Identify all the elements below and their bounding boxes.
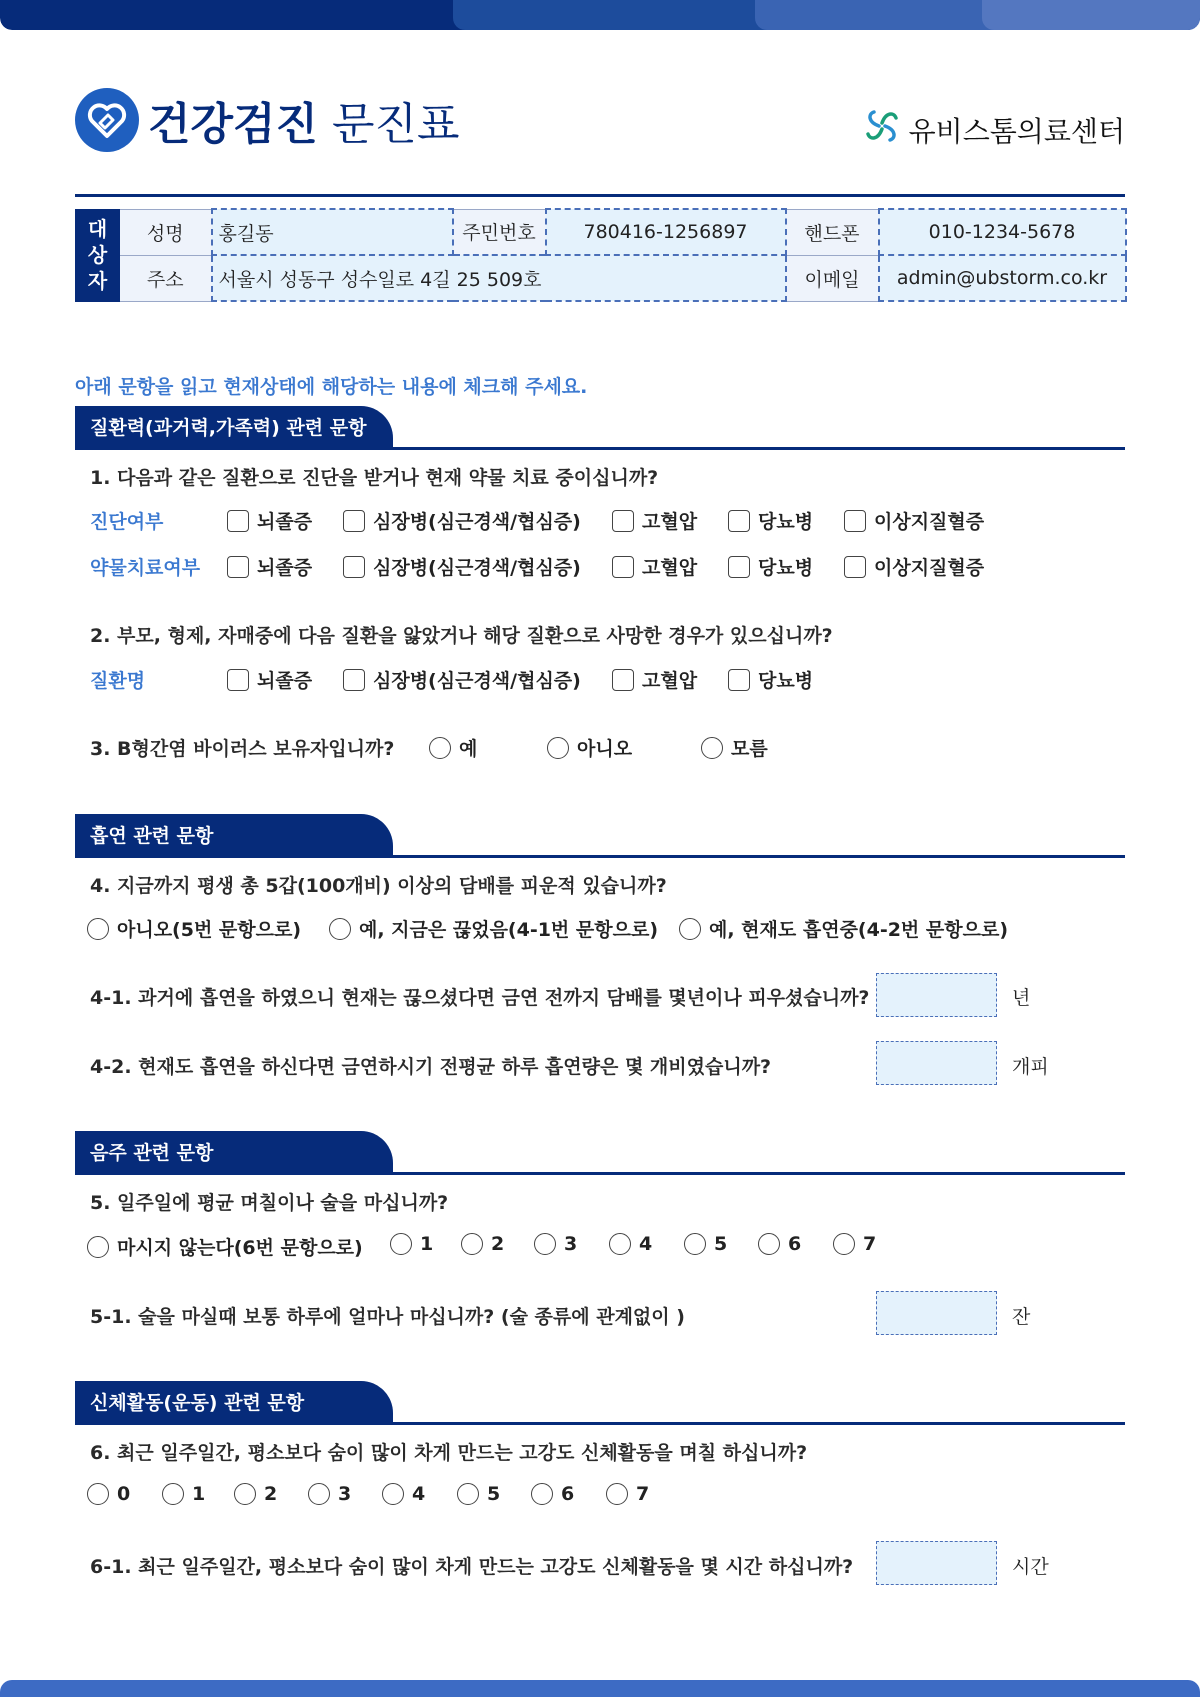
unit-hours: 시간 bbox=[1012, 1556, 1049, 1578]
checkbox-diag-stroke[interactable] bbox=[227, 507, 312, 534]
option-label: 심장병(심근경색/협심증) bbox=[373, 670, 581, 692]
option-label: 4 bbox=[412, 1483, 426, 1505]
checkbox-icon bbox=[728, 556, 750, 578]
email-field[interactable]: admin@ubstorm.co.kr bbox=[879, 255, 1126, 301]
checkbox-icon bbox=[343, 556, 365, 578]
section-line bbox=[75, 1172, 1125, 1175]
option-label: 1 bbox=[192, 1483, 206, 1505]
side-label-2: 상 bbox=[87, 243, 108, 267]
radio-icon bbox=[461, 1233, 483, 1255]
checkbox-icon bbox=[227, 556, 249, 578]
name-label: 성명 bbox=[120, 209, 212, 255]
option-label: 이상지질혈증 bbox=[874, 511, 985, 533]
checkbox-diag-dyslipidemia[interactable] bbox=[844, 507, 984, 534]
radio-icon bbox=[758, 1233, 780, 1255]
checkbox-med-diabetes[interactable] bbox=[728, 553, 813, 580]
option-label: 2 bbox=[491, 1233, 505, 1255]
checkbox-icon bbox=[343, 510, 365, 532]
rrn-label: 주민번호 bbox=[453, 209, 546, 255]
address-label: 주소 bbox=[120, 255, 212, 301]
unit-years: 년 bbox=[1012, 987, 1031, 1009]
radio-icon bbox=[679, 918, 701, 940]
question-2: 2. 부모, 형제, 자매중에 다음 질환을 앓았거나 해당 질환으로 사망한 경우가 있으십니까? bbox=[90, 625, 833, 647]
question-3: 3. B형간염 바이러스 보유자입니까? bbox=[90, 738, 395, 760]
radio-icon bbox=[382, 1483, 404, 1505]
section-title: 신체활동(운동) 관련 문항 bbox=[75, 1381, 393, 1425]
checkbox-fam-diabetes[interactable] bbox=[728, 666, 813, 693]
target-side-label bbox=[76, 209, 120, 301]
radio-exercise-0[interactable] bbox=[87, 1483, 130, 1505]
checkbox-icon bbox=[227, 510, 249, 532]
checkbox-fam-heart[interactable] bbox=[343, 666, 581, 693]
option-label: 예, 지금은 끊었음(4-1번 문항으로) bbox=[359, 919, 659, 941]
section-drinking bbox=[75, 1131, 1125, 1175]
disease-name-row-label: 질환명 bbox=[90, 670, 146, 692]
option-label: 고혈압 bbox=[642, 557, 698, 579]
option-label: 뇌졸증 bbox=[257, 557, 313, 579]
radio-smoke-no[interactable] bbox=[87, 915, 301, 942]
bottom-accent-bar bbox=[0, 1680, 1200, 1697]
brand-name: 유비스톰의료센터 bbox=[908, 114, 1125, 148]
radio-drink-5[interactable] bbox=[684, 1233, 727, 1255]
option-label: 고혈압 bbox=[642, 670, 698, 692]
header-divider bbox=[75, 194, 1125, 197]
option-label: 이상지질혈증 bbox=[874, 557, 985, 579]
radio-hepb-yes[interactable] bbox=[429, 734, 477, 761]
phone-label: 핸드폰 bbox=[786, 209, 879, 255]
section-exercise bbox=[75, 1381, 1125, 1425]
radio-drink-3[interactable] bbox=[534, 1233, 577, 1255]
radio-icon bbox=[534, 1233, 556, 1255]
radio-smoke-quit[interactable] bbox=[329, 915, 658, 942]
title-bold: 건강검진 bbox=[148, 99, 319, 150]
option-label: 3 bbox=[564, 1233, 578, 1255]
brand bbox=[863, 107, 1125, 152]
option-label: 마시지 않는다(6번 문항으로) bbox=[117, 1237, 363, 1259]
option-label: 뇌졸증 bbox=[257, 670, 313, 692]
option-label: 6 bbox=[788, 1233, 802, 1255]
side-label-3: 자 bbox=[87, 269, 108, 293]
exercise-hours-input[interactable] bbox=[876, 1541, 997, 1585]
name-field[interactable]: 홍길동 bbox=[212, 209, 453, 255]
title-rest: 문진표 bbox=[332, 99, 460, 150]
radio-exercise-7[interactable] bbox=[606, 1483, 649, 1505]
question-1: 1. 다음과 같은 질환으로 진단을 받거나 현재 약물 치료 중이십니까? bbox=[90, 467, 659, 489]
checkbox-icon bbox=[343, 669, 365, 691]
radio-icon bbox=[87, 1236, 109, 1258]
radio-drink-6[interactable] bbox=[758, 1233, 801, 1255]
section-title: 흡연 관련 문항 bbox=[75, 814, 393, 858]
checkbox-icon bbox=[728, 510, 750, 532]
radio-icon bbox=[701, 737, 723, 759]
drinks-per-day-input[interactable] bbox=[876, 1291, 997, 1335]
daily-cigarettes-input[interactable] bbox=[876, 1041, 997, 1085]
radio-icon bbox=[162, 1483, 184, 1505]
option-label: 3 bbox=[338, 1483, 352, 1505]
radio-icon bbox=[234, 1483, 256, 1505]
unit-cigarettes: 개피 bbox=[1012, 1056, 1049, 1078]
checkbox-icon bbox=[612, 556, 634, 578]
radio-icon bbox=[531, 1483, 553, 1505]
patient-info-table bbox=[75, 208, 1127, 302]
option-label: 아니오 bbox=[577, 738, 633, 760]
option-label: 4 bbox=[639, 1233, 653, 1255]
section-smoking bbox=[75, 814, 1125, 858]
question-4-2: 4-2. 현재도 흡연을 하신다면 금연하시기 전평균 하루 흡연량은 몇 개비였습니까? bbox=[90, 1056, 772, 1078]
option-label: 예 bbox=[459, 738, 478, 760]
radio-icon bbox=[390, 1233, 412, 1255]
question-4-1: 4-1. 과거에 흡연을 하였으니 현재는 끊으셨다면 금연 전까지 담배를 몇년이나 피우셨습니까? bbox=[90, 987, 870, 1009]
unit-glasses: 잔 bbox=[1012, 1306, 1031, 1328]
checkbox-icon bbox=[612, 669, 634, 691]
checkbox-fam-stroke[interactable] bbox=[227, 666, 312, 693]
page-title bbox=[148, 88, 460, 152]
checkbox-med-hypertension[interactable] bbox=[612, 553, 697, 580]
question-5-1: 5-1. 술을 마실때 보통 하루에 얼마나 마십니까? (술 종류에 관계없이 ) bbox=[90, 1306, 685, 1328]
radio-icon bbox=[87, 918, 109, 940]
email-label: 이메일 bbox=[786, 255, 879, 301]
section-line bbox=[75, 1422, 1125, 1425]
option-label: 7 bbox=[863, 1233, 877, 1255]
section-disease-history bbox=[75, 406, 1125, 450]
option-label: 5 bbox=[487, 1483, 501, 1505]
address-field[interactable]: 서울시 성동구 성수일로 4길 25 509호 bbox=[212, 255, 786, 301]
checkbox-fam-hypertension[interactable] bbox=[612, 666, 697, 693]
question-6-1: 6-1. 최근 일주일간, 평소보다 숨이 많이 차게 만드는 고강도 신체활동을 몇 시간 하십니까? bbox=[90, 1556, 854, 1578]
radio-drink-4[interactable] bbox=[609, 1233, 652, 1255]
option-label: 예, 현재도 흡연중(4-2번 문항으로) bbox=[709, 919, 1009, 941]
radio-hepb-no[interactable] bbox=[547, 734, 632, 761]
radio-icon bbox=[684, 1233, 706, 1255]
radio-exercise-1[interactable] bbox=[162, 1483, 205, 1505]
rrn-field[interactable]: 780416-1256897 bbox=[546, 209, 786, 255]
checkbox-icon bbox=[844, 510, 866, 532]
option-label: 아니오(5번 문항으로) bbox=[117, 919, 302, 941]
checkbox-diag-hypertension[interactable] bbox=[612, 507, 697, 534]
option-label: 1 bbox=[420, 1233, 434, 1255]
heart-logo-icon bbox=[75, 88, 139, 152]
radio-icon bbox=[609, 1233, 631, 1255]
radio-hepb-unknown[interactable] bbox=[701, 734, 768, 761]
option-label: 6 bbox=[561, 1483, 575, 1505]
radio-drink-1[interactable] bbox=[390, 1233, 433, 1255]
radio-exercise-4[interactable] bbox=[382, 1483, 425, 1505]
side-label-1: 대 bbox=[87, 217, 108, 241]
option-label: 0 bbox=[117, 1483, 131, 1505]
question-6: 6. 최근 일주일간, 평소보다 숨이 많이 차게 만드는 고강도 신체활동을 며칠 하십니까? bbox=[90, 1442, 808, 1464]
checkbox-icon bbox=[227, 669, 249, 691]
section-line bbox=[75, 855, 1125, 858]
radio-icon bbox=[329, 918, 351, 940]
radio-exercise-5[interactable] bbox=[457, 1483, 500, 1505]
radio-icon bbox=[833, 1233, 855, 1255]
checkbox-diag-heart[interactable] bbox=[343, 507, 581, 534]
smoking-years-input[interactable] bbox=[876, 973, 997, 1017]
radio-icon bbox=[308, 1483, 330, 1505]
section-title: 음주 관련 문항 bbox=[75, 1131, 393, 1175]
radio-exercise-6[interactable] bbox=[531, 1483, 574, 1505]
radio-drink-7[interactable] bbox=[833, 1233, 876, 1255]
option-label: 5 bbox=[714, 1233, 728, 1255]
option-label: 심장병(심근경색/협심증) bbox=[373, 557, 581, 579]
radio-exercise-2[interactable] bbox=[234, 1483, 277, 1505]
option-label: 7 bbox=[636, 1483, 650, 1505]
radio-icon bbox=[606, 1483, 628, 1505]
option-label: 고혈압 bbox=[642, 511, 698, 533]
option-label: 뇌졸증 bbox=[257, 511, 313, 533]
radio-drink-2[interactable] bbox=[461, 1233, 504, 1255]
radio-exercise-3[interactable] bbox=[308, 1483, 351, 1505]
option-label: 모름 bbox=[731, 738, 768, 760]
checkbox-icon bbox=[728, 669, 750, 691]
checkbox-diag-diabetes[interactable] bbox=[728, 507, 813, 534]
option-label: 당뇨병 bbox=[758, 670, 814, 692]
pinwheel-icon bbox=[863, 107, 901, 152]
option-label: 심장병(심근경색/협심증) bbox=[373, 511, 581, 533]
section-title: 질환력(과거력,가족력) 관련 문항 bbox=[75, 406, 393, 450]
checkbox-med-dyslipidemia[interactable] bbox=[844, 553, 984, 580]
radio-smoke-current[interactable] bbox=[679, 915, 1008, 942]
radio-icon bbox=[87, 1483, 109, 1505]
checkbox-med-heart[interactable] bbox=[343, 553, 581, 580]
checkbox-med-stroke[interactable] bbox=[227, 553, 312, 580]
radio-drink-none[interactable] bbox=[87, 1233, 363, 1260]
checkbox-icon bbox=[612, 510, 634, 532]
top-bar-seg-4 bbox=[982, 0, 1200, 30]
option-label: 당뇨병 bbox=[758, 557, 814, 579]
checkbox-icon bbox=[844, 556, 866, 578]
radio-icon bbox=[429, 737, 451, 759]
top-accent-bar bbox=[0, 0, 1200, 30]
question-4: 4. 지금까지 평생 총 5갑(100개비) 이상의 담배를 피운적 있습니까? bbox=[90, 875, 667, 897]
question-5: 5. 일주일에 평균 며칠이나 술을 마십니까? bbox=[90, 1192, 449, 1214]
medication-row-label: 약물치료여부 bbox=[90, 557, 201, 579]
radio-icon bbox=[547, 737, 569, 759]
option-label: 당뇨병 bbox=[758, 511, 814, 533]
radio-icon bbox=[457, 1483, 479, 1505]
diagnosis-row-label: 진단여부 bbox=[90, 511, 164, 533]
section-line bbox=[75, 447, 1125, 450]
option-label: 2 bbox=[264, 1483, 278, 1505]
instruction-text: 아래 문항을 읽고 현재상태에 해당하는 내용에 체크해 주세요. bbox=[75, 376, 588, 398]
phone-field[interactable]: 010-1234-5678 bbox=[879, 209, 1126, 255]
